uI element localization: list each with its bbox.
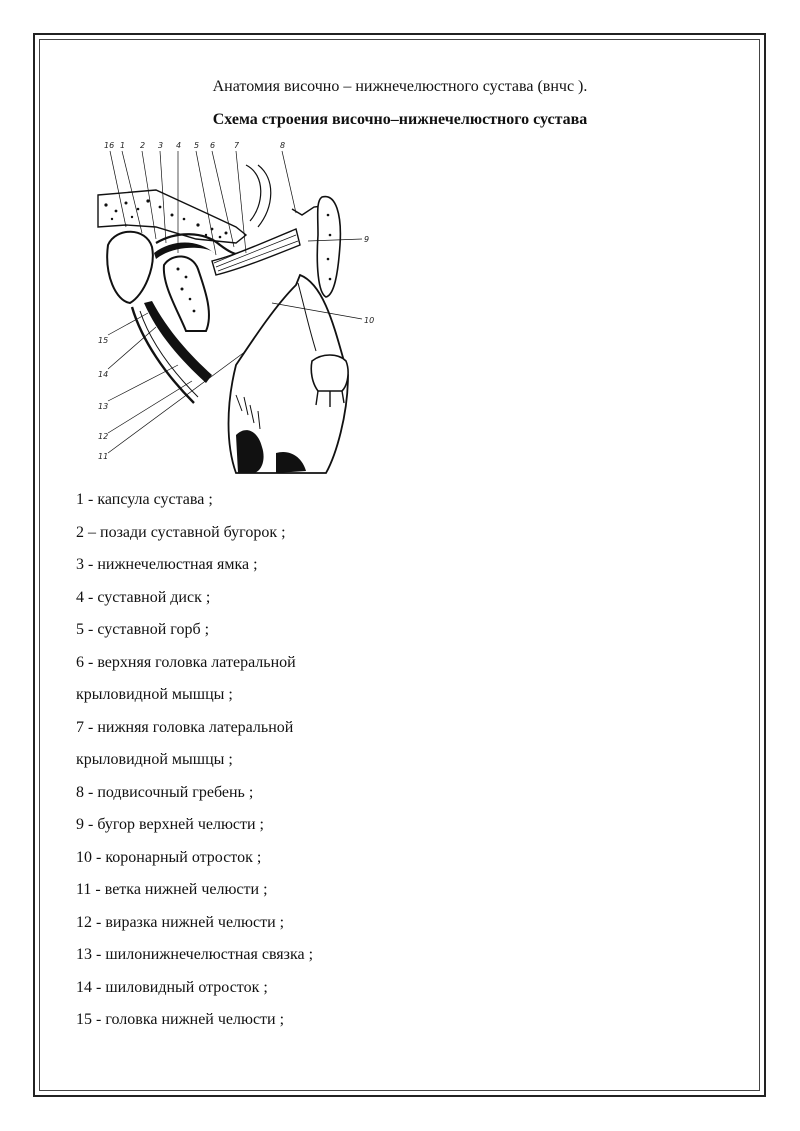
fig-label: 2 [140, 141, 146, 150]
legend-item: 15 - головка нижней челюсти ; [76, 1011, 285, 1028]
legend-item: 4 - суставной диск ; [76, 588, 211, 606]
legend-item: 11 - ветка нижней челюсти ; [76, 881, 268, 898]
fig-label: 6 [210, 141, 216, 150]
legend-item: 6 - верхняя головка латеральной [76, 653, 296, 671]
legend-item: 13 - шилонижнечелюстная связка ; [76, 946, 314, 963]
fig-label: 5 [194, 141, 200, 150]
legend-item: 3 - нижнечелюстная ямка ; [76, 556, 258, 573]
fig-label: 12 [98, 432, 109, 441]
legend-item: 8 - подвисочный гребень ; [76, 783, 254, 801]
fig-label: 8 [280, 141, 286, 150]
legend-list [76, 484, 716, 1037]
fig-label: 7 [234, 141, 240, 150]
fig-label: 11 [98, 452, 109, 461]
fig-label: 16 [104, 141, 115, 150]
legend-item: крыловидной мышцы ; [76, 686, 233, 703]
legend-item: 2 – позади суставной бугорок ; [76, 523, 286, 541]
fig-label: 10 [364, 316, 375, 325]
fig-label: 14 [98, 370, 109, 379]
fig-label: 4 [176, 141, 182, 150]
tmj-anatomy-illustration [86, 135, 386, 475]
legend-item: 5 - суставной горб ; [76, 621, 210, 638]
legend-item: 12 - виразка нижней челюсти ; [76, 913, 285, 931]
fig-label: 3 [158, 141, 164, 150]
legend-item: 9 - бугор верхней челюсти ; [76, 816, 264, 833]
legend-item: крыловидной мышцы ; [76, 751, 233, 768]
document-title: Анатомия височно – нижнечелюстного сустава (внчс ). [212, 78, 588, 95]
figure-subtitle: Схема строения височно–нижнечелюстного сустава [212, 111, 588, 128]
legend-item: 1 - капсула сустава ; [76, 491, 213, 508]
fig-label: 9 [364, 235, 370, 244]
fig-label: 15 [98, 336, 109, 345]
fig-label: 1 [120, 141, 126, 150]
fig-label: 13 [98, 402, 109, 411]
legend-item: 14 - шиловидный отросток ; [76, 978, 268, 996]
legend-item: 10 - коронарный отросток ; [76, 848, 262, 866]
legend-item: 7 - нижняя головка латеральной [76, 718, 294, 736]
